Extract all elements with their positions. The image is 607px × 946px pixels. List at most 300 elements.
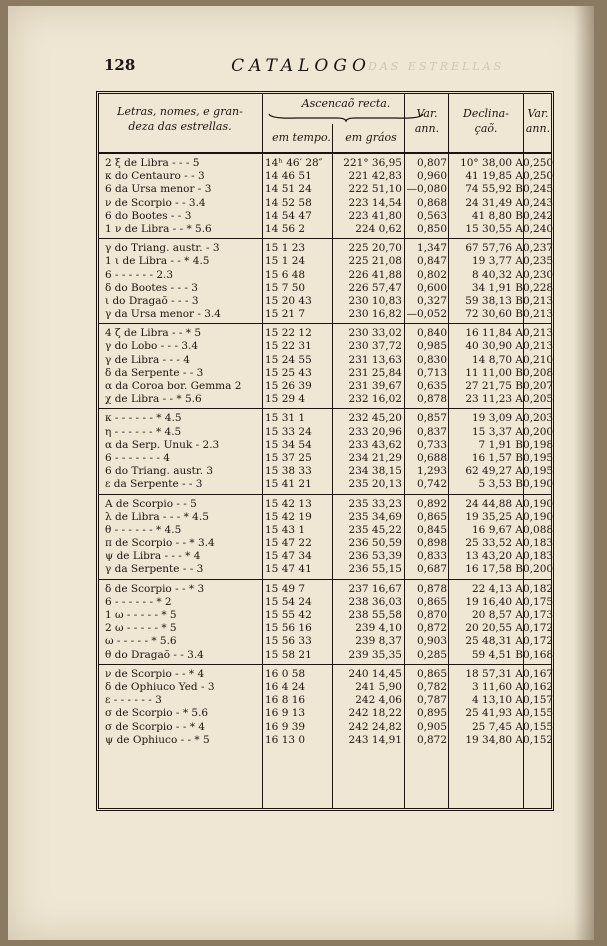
star-name-cell: 6 - - - - - - 2.3 [105,268,174,281]
ascension-degrees-cell: 230 16,82 [348,308,402,321]
declination-variation-cell: 0,228 [523,281,554,294]
declination-variation-cell: 0,213 [523,308,554,321]
ascension-variation-cell: 0,903 [416,635,447,648]
declination-variation-cell: 0,155 [523,707,554,720]
ascension-time-cell: 16 4 24 [265,680,306,693]
table-row [99,281,554,295]
declination-variation-cell: 0,195 [523,451,554,464]
ascension-degrees-cell: 226 41,88 [348,268,402,281]
ascension-time-cell: 15 29 4 [265,393,306,406]
ascension-variation-cell: 1,293 [416,465,447,478]
ascension-time-cell: 15 42 19 [265,510,312,523]
star-name-cell: σ de Scorpio - * 5.6 [105,707,209,720]
declination-variation-cell: 0,210 [523,353,554,366]
ascension-time-cell: 15 56 33 [265,635,312,648]
table-row-group [99,495,554,580]
star-name-cell: α da Coroa bor. Gemma 2 [105,380,242,392]
ascension-variation-cell: 0,837 [416,425,447,438]
declination-variation-cell: 0,230 [523,268,554,281]
header-variation-2: Var. ann. [525,107,551,135]
star-name-cell: δ do Bootes - - - 3 [105,281,198,294]
declination-variation-cell: 0,213 [523,294,554,307]
ascension-degrees-cell: 237 16,67 [348,582,402,595]
table-row [99,622,554,635]
ascension-degrees-cell: 236 55,15 [348,563,402,576]
declination-variation-cell: 0,190 [523,497,554,510]
ascension-time-cell: 15 47 41 [265,563,312,576]
declination-variation-cell: 0,242 [523,209,554,222]
ascension-time-cell: 15 54 24 [265,595,312,608]
star-name-cell: θ - - - - - - * 4.5 [105,523,182,536]
ascension-degrees-cell: 223 41,80 [348,209,402,222]
declination-cell: 13 43,20 A [465,550,523,563]
declination-cell: 8 40,32 A [472,268,523,281]
declination-variation-cell: 0,155 [523,720,554,733]
declination-cell: 41 19,85 A [465,170,523,183]
table-row [99,438,554,452]
table-row [99,694,554,707]
declination-variation-cell: 0,237 [523,242,554,255]
ascension-degrees-cell: 239 4,10 [355,622,402,635]
table-row-group [99,324,554,409]
ascension-degrees-cell: 235 20,13 [348,478,402,491]
ascension-degrees-cell: 232 45,20 [348,412,402,425]
table-row [99,523,554,537]
ascension-variation-cell: 0,878 [416,393,447,406]
bleed-through-text: DAS ESTRELLAS [368,60,505,73]
page-header [8,56,594,80]
star-name-cell: γ do Triang. austr. - 3 [105,242,220,255]
ascension-degrees-cell: 225 21,08 [348,255,402,268]
table-row [99,609,554,622]
ascension-degrees-cell: 242 18,22 [348,707,402,720]
declination-cell: 19 16,40 A [465,595,523,608]
declination-cell: 3 11,60 A [472,680,523,693]
header-time: em tempo. [272,131,331,144]
declination-variation-cell: 0,172 [523,622,554,635]
star-name-cell: γ da Serpente - - 3 [105,563,204,576]
ascension-time-cell: 15 22 31 [265,340,312,353]
ascension-variation-cell: 0,872 [416,622,447,635]
ascension-degrees-cell: 221 42,83 [348,170,402,183]
ascension-time-cell: 15 21 7 [265,308,306,321]
table-row [99,242,554,255]
declination-variation-cell: 0,205 [523,393,554,406]
ascension-variation-cell: 0,802 [416,268,447,281]
ascension-variation-cell: 0,850 [416,222,447,235]
ascension-degrees-cell: 235 45,22 [348,523,402,536]
declination-variation-cell: 0,152 [523,733,554,746]
ascension-time-cell: 15 56 16 [265,622,312,635]
table-row-group [99,580,554,665]
ascension-variation-cell: 0,892 [416,497,447,510]
ascension-time-cell: 15 25 43 [265,366,312,379]
star-name-cell: 6 do Bootes - - 3 [105,209,192,222]
star-name-cell: γ de Libra - - - 4 [105,353,190,366]
ascension-time-cell: 15 38 33 [265,465,312,478]
declination-cell: 10° 38,00 A [460,157,523,169]
page-number: 128 [104,56,136,74]
ascension-time-cell: 15 34 54 [265,438,312,451]
declination-variation-cell: 0,157 [523,694,554,707]
declination-variation-cell: 0,200 [523,563,554,576]
star-name-cell: χ de Libra - - * 5.6 [105,393,202,406]
ascension-degrees-cell: 230 37,72 [348,340,402,353]
star-name-cell: 6 - - - - - - * 2 [105,595,172,608]
ascension-variation-cell: 0,845 [416,523,447,536]
ascension-time-cell: 15 41 21 [265,478,312,491]
declination-variation-cell: 0,167 [523,667,554,680]
ascension-variation-cell: 0,635 [416,380,447,392]
table-row [99,294,554,308]
declination-cell: 41 8,80 B [471,209,523,222]
table-body [99,154,554,749]
ascension-time-cell: 15 43 1 [265,523,306,536]
declination-variation-cell: 0,250 [523,157,554,169]
table-row [99,170,554,183]
star-name-cell: ψ de Libra - - - * 4 [105,550,201,563]
table-row [99,563,554,576]
declination-variation-cell: 0,182 [523,582,554,595]
star-name-cell: ε da Serpente - - 3 [105,478,203,491]
ascension-time-cell: 15 49 7 [265,582,306,595]
declination-cell: 24 44,88 A [465,497,523,510]
declination-cell: 34 1,91 B [471,281,523,294]
declination-cell: 72 30,60 B [465,308,523,321]
star-name-cell: 2 ξ de Libra - - - 5 [105,157,200,169]
declination-cell: 25 7,45 A [472,720,523,733]
declination-cell: 25 33,52 A [465,537,523,550]
ascension-variation-cell: 0,830 [416,353,447,366]
table-row [99,209,554,223]
table-header [99,94,551,154]
ascension-variation-cell: 0,782 [416,680,447,693]
star-name-cell: ν de Scorpio - - 3.4 [105,196,206,209]
ascension-variation-cell: 0,898 [416,537,447,550]
ascension-variation-cell: 0,865 [416,510,447,523]
table-row [99,707,554,720]
ascension-time-cell: 15 22 12 [265,327,312,340]
table-row [99,550,554,563]
table-row [99,327,554,340]
declination-cell: 7 1,91 B [478,438,523,451]
brace-icon [267,112,425,122]
star-name-cell: ω - - - - - * 5.6 [105,635,177,648]
ascension-variation-cell: 1,347 [416,242,447,255]
declination-cell: 15 30,55 A [465,222,523,235]
table-row [99,308,554,321]
table-row [99,537,554,550]
ascension-degrees-cell: 236 50,59 [348,537,402,550]
ascension-variation-cell: 0,878 [416,582,447,595]
table-row [99,720,554,734]
declination-variation-cell: 0,183 [523,537,554,550]
declination-variation-cell: 0,245 [523,183,554,196]
ascension-degrees-cell: 235 33,23 [348,497,402,510]
ascension-time-cell: 16 9 39 [265,720,306,733]
star-name-cell: 1 ι de Libra - - * 4.5 [105,255,210,268]
declination-cell: 59 4,51 B [471,648,523,661]
table-row [99,380,554,393]
declination-cell: 25 41,93 A [465,707,523,720]
ascension-time-cell: 16 8 16 [265,694,306,707]
declination-variation-cell: 0,208 [523,366,554,379]
ascension-variation-cell: 0,985 [416,340,447,353]
ascension-degrees-cell: 233 43,62 [348,438,402,451]
ascension-degrees-cell: 236 53,39 [348,550,402,563]
ascension-variation-cell: 0,840 [416,327,447,340]
declination-cell: 19 3,09 A [472,412,523,425]
header-variation: Var. ann. [414,107,440,135]
book-page [8,6,594,940]
star-catalog-table [96,91,554,811]
ascension-degrees-cell: 223 14,54 [348,196,402,209]
declination-cell: 62 49,27 A [465,465,523,478]
declination-cell: 14 8,70 A [472,353,523,366]
ascension-variation-cell: 0,847 [416,255,447,268]
star-name-cell: δ de Scorpio - - * 3 [105,582,205,595]
declination-variation-cell: 0,213 [523,340,554,353]
ascension-degrees-cell: 243 14,91 [348,733,402,746]
ascension-time-cell: 15 47 34 [265,550,312,563]
ascension-time-cell: 15 6 48 [265,268,306,281]
ascension-degrees-cell: 234 38,15 [348,465,402,478]
ascension-variation-cell: 0,960 [416,170,447,183]
ascension-time-cell: 15 33 24 [265,425,312,438]
ascension-variation-cell: 0,868 [416,196,447,209]
declination-variation-cell: 0,168 [523,648,554,661]
star-name-cell: 4 ζ de Libra - - * 5 [105,327,202,340]
table-row-group [99,665,554,749]
star-name-cell: θ do Dragaõ - - 3.4 [105,648,204,661]
ascension-variation-cell: —0,052 [406,308,447,321]
ascension-degrees-cell: 240 14,45 [348,667,402,680]
ascension-variation-cell: 0,327 [416,294,447,307]
ascension-time-cell: 14 46 51 [265,170,312,183]
ascension-variation-cell: 0,713 [416,366,447,379]
ascension-time-cell: 15 24 55 [265,353,312,366]
ascension-time-cell: 15 31 1 [265,412,306,425]
declination-cell: 4 13,10 A [472,694,523,707]
declination-cell: 19 35,25 A [465,510,523,523]
star-name-cell: 6 - - - - - - - 4 [105,451,170,464]
table-row [99,196,554,210]
ascension-time-cell: 16 9 13 [265,707,306,720]
header-right-ascension: Ascencaõ recta. [301,97,391,110]
declination-variation-cell: 0,200 [523,425,554,438]
declination-variation-cell: 0,250 [523,170,554,183]
star-name-cell: ι do Dragaõ - - - 3 [105,294,199,307]
declination-cell: 24 31,49 A [465,196,523,209]
ascension-time-cell: 14ʰ 46′ 28″ [265,157,323,169]
table-row-group [99,239,554,324]
ascension-time-cell: 14 54 47 [265,209,312,222]
table-row-group [99,154,554,239]
table-row [99,582,554,596]
declination-variation-cell: 0,243 [523,196,554,209]
declination-cell: 16 11,84 A [465,327,523,340]
declination-variation-cell: 0,190 [523,478,554,491]
ascension-degrees-cell: 230 33,02 [348,327,402,340]
declination-cell: 11 11,00 B [465,366,523,379]
table-row [99,667,554,681]
declination-cell: 19 3,77 A [472,255,523,268]
ascension-time-cell: 15 55 42 [265,609,312,621]
declination-cell: 59 38,13 B [465,294,523,307]
ascension-variation-cell: 0,870 [416,609,447,621]
ascension-degrees-cell: 231 25,84 [348,366,402,379]
ascension-time-cell: 15 1 24 [265,255,306,268]
declination-variation-cell: 0,198 [523,438,554,451]
table-row [99,478,554,491]
ascension-time-cell: 15 7 50 [265,281,306,294]
ascension-degrees-cell: 241 5,90 [355,680,402,693]
star-name-cell: 6 da Ursa menor - 3 [105,183,212,196]
ascension-variation-cell: 0,872 [416,733,447,746]
declination-cell: 22 4,13 A [472,582,523,595]
declination-cell: 40 30,90 A [465,340,523,353]
declination-variation-cell: 0,207 [523,380,554,392]
star-name-cell: σ de Scorpio - - * 4 [105,720,205,733]
declination-cell: 16 17,58 B [465,563,523,576]
declination-variation-cell: 0,213 [523,327,554,340]
star-name-cell: A de Scorpio - - 5 [105,497,197,510]
declination-cell: 20 8,57 A [472,609,523,621]
declination-variation-cell: 0,175 [523,595,554,608]
table-row [99,595,554,609]
ascension-variation-cell: 0,833 [416,550,447,563]
ascension-variation-cell: 0,285 [416,648,447,661]
declination-cell: 67 57,76 A [465,242,523,255]
ascension-time-cell: 15 42 13 [265,497,312,510]
table-row [99,510,554,524]
ascension-variation-cell: 0,865 [416,667,447,680]
declination-cell: 18 57,31 A [465,667,523,680]
ascension-time-cell: 15 26 39 [265,380,312,392]
declination-cell: 16 9,67 A [472,523,523,536]
star-name-cell: ν de Scorpio - - * 4 [105,667,205,680]
star-name-cell: ε - - - - - - 3 [105,694,162,707]
table-row [99,412,554,425]
declination-cell: 5 3,53 B [478,478,523,491]
ascension-variation-cell: 0,787 [416,694,447,707]
ascension-variation-cell: 0,742 [416,478,447,491]
table-row [99,648,554,662]
ascension-time-cell: 14 56 2 [265,222,306,235]
ascension-degrees-cell: 225 20,70 [348,242,402,255]
header-name: Letras, nomes, e gran- deza das estrellas. [117,105,243,133]
star-name-cell: 2 ω - - - - - * 5 [105,622,177,635]
declination-cell: 20 20,55 A [465,622,523,635]
star-name-cell: 6 do Triang. austr. 3 [105,465,214,478]
declination-cell: 16 1,57 B [471,451,523,464]
ascension-degrees-cell: 235 34,69 [348,510,402,523]
declination-variation-cell: 0,190 [523,510,554,523]
ascension-degrees-cell: 242 4,06 [355,694,402,707]
ascension-variation-cell: 0,600 [416,281,447,294]
declination-cell: 15 3,37 A [472,425,523,438]
ascension-time-cell: 15 37 25 [265,451,312,464]
declination-cell: 74 55,92 B [465,183,523,196]
table-row [99,635,554,648]
ascension-variation-cell: 0,563 [416,209,447,222]
table-row [99,393,554,406]
table-row [99,497,554,511]
table-row [99,222,554,236]
ascension-degrees-cell: 222 51,10 [348,183,402,196]
table-row [99,465,554,478]
declination-variation-cell: 0,183 [523,550,554,563]
ascension-degrees-cell: 221° 36,95 [343,157,402,169]
star-name-cell: π de Scorpio - - * 3.4 [105,537,215,550]
ascension-variation-cell: 0,857 [416,412,447,425]
ascension-variation-cell: 0,688 [416,451,447,464]
declination-variation-cell: 0,203 [523,412,554,425]
ascension-degrees-cell: 231 39,67 [348,380,402,392]
declination-variation-cell: 0,088 [523,523,554,536]
declination-cell: 19 34,80 A [465,733,523,746]
star-name-cell: η - - - - - - * 4.5 [105,425,182,438]
table-row [99,157,554,170]
star-name-cell: γ do Lobo - - - 3.4 [105,340,199,353]
ascension-time-cell: 15 58 21 [265,648,312,661]
star-name-cell: γ da Ursa menor - 3.4 [105,308,221,321]
table-row-group [99,409,554,494]
ascension-variation-cell: 0,687 [416,563,447,576]
star-name-cell: 1 ω - - - - - * 5 [105,609,177,621]
ascension-time-cell: 15 1 23 [265,242,306,255]
ascension-variation-cell: 0,807 [416,157,447,169]
ascension-time-cell: 15 47 22 [265,537,312,550]
declination-variation-cell: 0,162 [523,680,554,693]
ascension-degrees-cell: 233 20,96 [348,425,402,438]
ascension-degrees-cell: 226 57,47 [348,281,402,294]
star-name-cell: κ - - - - - - * 4.5 [105,412,182,425]
ascension-variation-cell: 0,733 [416,438,447,451]
ascension-degrees-cell: 224 0,62 [355,222,402,235]
header-degrees: em gráos [345,131,397,144]
ascension-degrees-cell: 242 24,82 [348,720,402,733]
ascension-degrees-cell: 238 55,58 [348,609,402,621]
table-row [99,451,554,465]
declination-cell: 23 11,23 A [465,393,523,406]
star-name-cell: λ de Libra - - - * 4.5 [105,510,209,523]
star-name-cell: 1 ν de Libra - - * 5.6 [105,222,212,235]
table-row [99,733,554,747]
ascension-degrees-cell: 234 21,29 [348,451,402,464]
table-row [99,268,554,282]
table-row [99,183,554,196]
ascension-degrees-cell: 238 36,03 [348,595,402,608]
ascension-time-cell: 15 20 43 [265,294,312,307]
table-row [99,680,554,694]
declination-variation-cell: 0,240 [523,222,554,235]
star-name-cell: δ da Serpente - - 3 [105,366,204,379]
table-row [99,425,554,439]
star-name-cell: δ de Ophiuco Yed - 3 [105,680,215,693]
ascension-time-cell: 16 13 0 [265,733,306,746]
ascension-degrees-cell: 239 8,37 [355,635,402,648]
ascension-time-cell: 16 0 58 [265,667,306,680]
declination-variation-cell: 0,172 [523,635,554,648]
declination-cell: 27 21,75 B [465,380,523,392]
ascension-degrees-cell: 239 35,35 [348,648,402,661]
table-row [99,340,554,353]
declination-variation-cell: 0,195 [523,465,554,478]
ascension-degrees-cell: 231 13,63 [348,353,402,366]
declination-variation-cell: 0,173 [523,609,554,621]
ascension-variation-cell: 0,865 [416,595,447,608]
